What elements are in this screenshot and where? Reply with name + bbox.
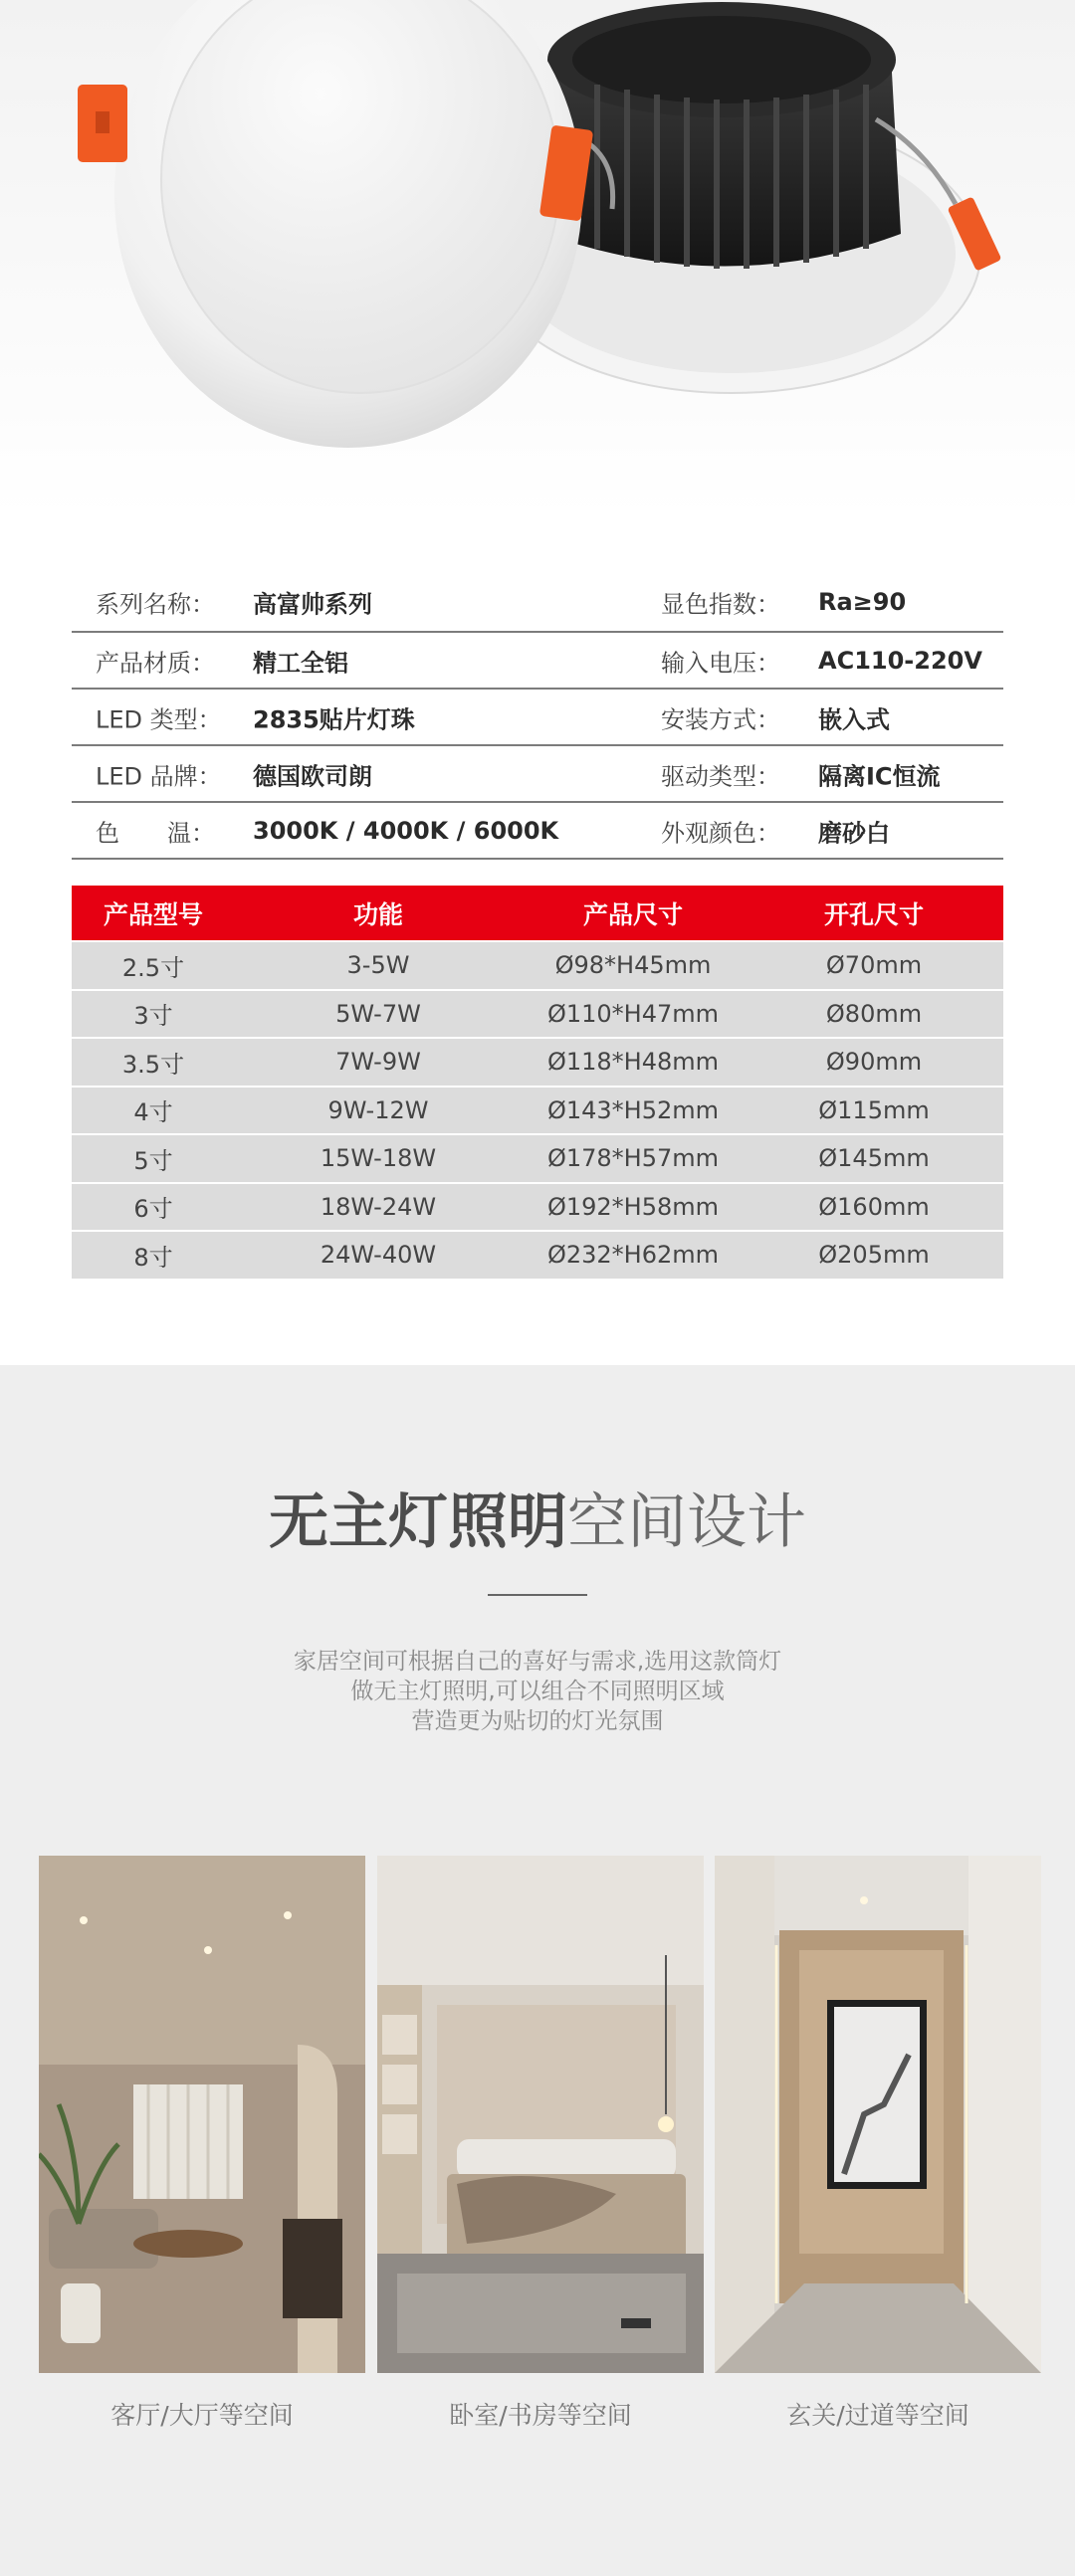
header-model: 产品型号: [103, 899, 203, 929]
bedroom-photo: [377, 1856, 704, 2373]
cell-model: 8寸: [133, 1243, 173, 1272]
table-row: [72, 991, 1003, 1038]
spec-label: 外观颜色：: [661, 819, 780, 847]
description-line: 做无主灯照明,可以组合不同照明区域: [350, 1679, 725, 1704]
cell-model: 2.5寸: [121, 953, 185, 982]
spec-table: [72, 573, 1003, 860]
section-title-bold: 无主灯照明: [269, 1487, 567, 1557]
spec-value: 德国欧司朗: [253, 762, 372, 790]
spec-label: LED 品牌：: [96, 762, 222, 790]
table-row: [72, 1184, 1003, 1231]
spec-row: [72, 803, 1003, 860]
header-product-size: 产品尺寸: [582, 899, 683, 929]
spec-value: 2835贴片灯珠: [253, 705, 415, 733]
cell-product-size: Ø98*H45mm: [554, 951, 712, 980]
spec-label: 安装方式：: [661, 705, 780, 733]
cell-cutout-size: Ø160mm: [818, 1192, 930, 1221]
spec-value: 磨砂白: [818, 819, 890, 847]
section-title: [0, 1475, 1075, 1560]
header-power: 功能: [352, 899, 403, 929]
cell-product-size: Ø192*H58mm: [546, 1192, 720, 1221]
spec-label: 显色指数：: [661, 590, 780, 619]
description-line: 家居空间可根据自己的喜好与需求,选用这款筒灯: [293, 1649, 782, 1675]
spec-value: AC110-220V: [818, 646, 982, 675]
section-title-light: 空间设计: [567, 1487, 806, 1557]
cell-model: 4寸: [133, 1098, 173, 1127]
cell-cutout-size: Ø80mm: [825, 999, 923, 1028]
hallway-photo: [715, 1856, 1041, 2373]
header-cutout-size: 开孔尺寸: [823, 899, 924, 929]
cell-product-size: Ø118*H48mm: [546, 1048, 720, 1077]
cell-product-size: Ø178*H57mm: [546, 1144, 720, 1173]
scene-caption-hallway: 玄关/过道等空间: [786, 2401, 969, 2430]
lighting-design-section: [0, 1365, 1075, 2576]
living-room-photo: [39, 1856, 365, 2373]
spec-row: [72, 746, 1003, 803]
cell-product-size: Ø232*H62mm: [546, 1241, 720, 1270]
spec-label: LED 类型：: [96, 705, 222, 733]
cell-power: 18W-24W: [320, 1192, 437, 1221]
cell-cutout-size: Ø90mm: [825, 1048, 923, 1077]
cell-power: 24W-40W: [320, 1241, 437, 1270]
spec-value: 嵌入式: [818, 705, 890, 733]
spec-row: [72, 573, 1003, 633]
cell-model: 3.5寸: [121, 1050, 185, 1079]
spec-value: 精工全铝: [253, 649, 348, 677]
table-row: [72, 1232, 1003, 1279]
spec-value: 隔离IC恒流: [818, 762, 941, 790]
title-divider: [488, 1594, 587, 1596]
cell-model: 5寸: [133, 1146, 173, 1175]
cell-power: 7W-9W: [335, 1048, 421, 1077]
spec-row: [72, 690, 1003, 746]
description-line: 营造更为贴切的灯光氛围: [411, 1708, 664, 1734]
cell-model: 3寸: [133, 1002, 173, 1031]
cell-cutout-size: Ø145mm: [818, 1144, 930, 1173]
size-table: [72, 886, 1003, 1279]
cell-cutout-size: Ø70mm: [825, 951, 923, 980]
size-table-header: [72, 886, 1003, 940]
table-row: [72, 942, 1003, 989]
cell-cutout-size: Ø205mm: [818, 1241, 930, 1270]
spec-label: 输入电压：: [661, 649, 780, 677]
scene-caption-living-room: 客厅/大厅等空间: [110, 2401, 294, 2430]
spec-label: 驱动类型：: [661, 762, 780, 790]
cell-product-size: Ø143*H52mm: [546, 1095, 720, 1124]
spec-row: [72, 633, 1003, 690]
downlight-product-image: [0, 0, 1075, 517]
spec-value: Ra≥90: [818, 588, 907, 616]
cell-model: 6寸: [133, 1195, 173, 1224]
cell-power: 3-5W: [346, 951, 410, 980]
cell-power: 15W-18W: [320, 1144, 437, 1173]
spec-label: 色 温：: [96, 819, 215, 847]
cell-power: 5W-7W: [335, 999, 421, 1028]
section-description: [0, 1647, 1075, 1736]
cell-cutout-size: Ø115mm: [818, 1095, 930, 1124]
spec-value: 高富帅系列: [253, 590, 372, 619]
table-row: [72, 1088, 1003, 1134]
scene-caption-bedroom: 卧室/书房等空间: [449, 2401, 632, 2430]
cell-power: 9W-12W: [327, 1095, 429, 1124]
spec-label: 产品材质：: [96, 649, 215, 677]
table-row: [72, 1039, 1003, 1086]
spec-value: 3000K / 4000K / 6000K: [253, 816, 559, 845]
cell-product-size: Ø110*H47mm: [546, 999, 720, 1028]
table-row: [72, 1135, 1003, 1182]
spec-label: 系列名称：: [96, 590, 215, 619]
